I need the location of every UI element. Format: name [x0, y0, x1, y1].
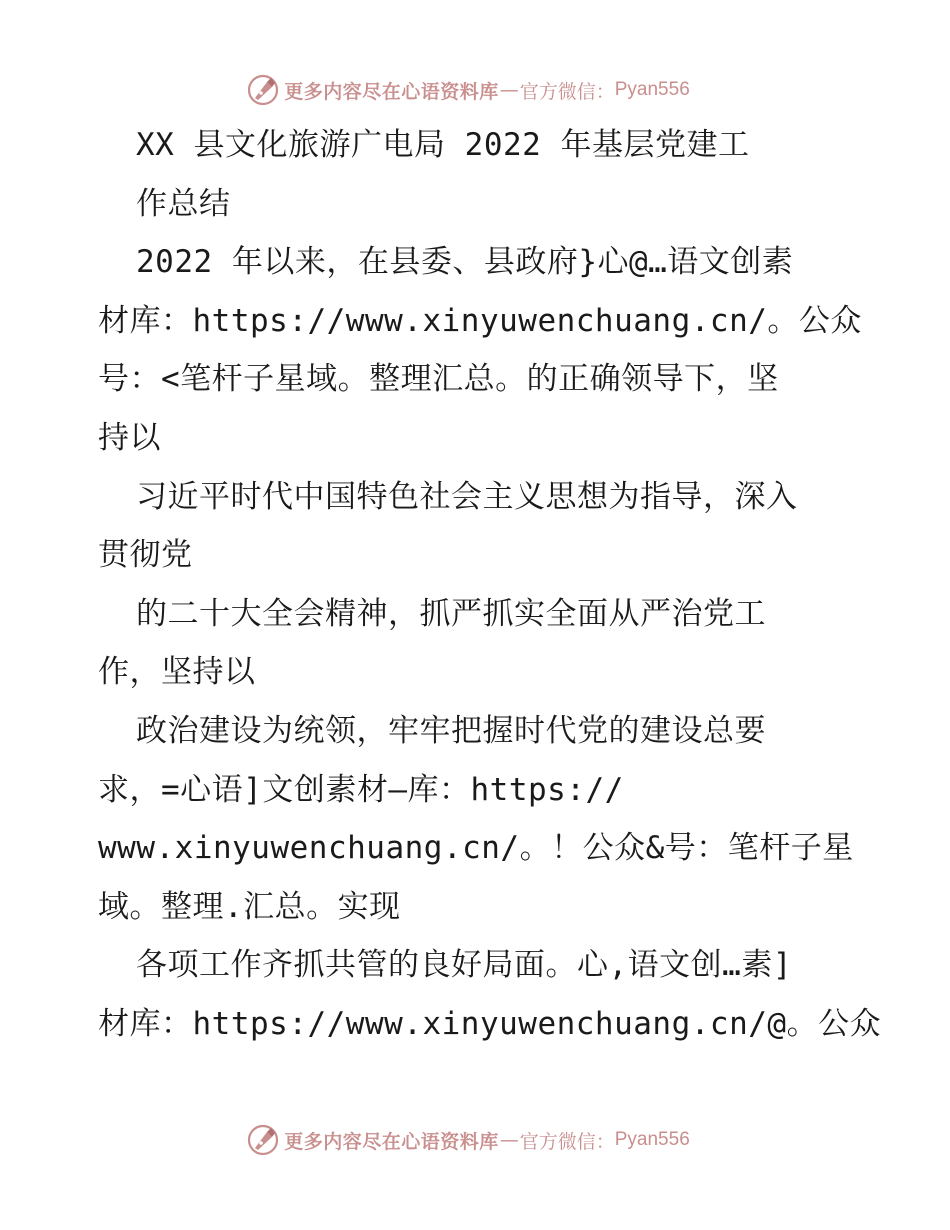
- watermark-wechat-id: Pyan556: [614, 1129, 690, 1150]
- text-line: 域。整理.汇总。实现: [98, 888, 401, 925]
- footer-watermark: [0, 1120, 950, 1160]
- text-line: 材库：https://www.xinyuwenchuang.cn/。公众: [98, 302, 862, 339]
- watermark-label: 官方微信：: [519, 1130, 615, 1153]
- document-body: [98, 116, 882, 1054]
- text-line: 号：<笔杆子星域。整理汇总。的正确领导下，坚: [98, 361, 779, 398]
- text-line: 习近平时代中国特色社会主义思想为指导，深入: [136, 478, 798, 515]
- watermark-text: 更多内容尽在心语资料库: [284, 1130, 499, 1153]
- watermark-dash: —: [499, 79, 519, 101]
- header-watermark: [0, 70, 950, 110]
- text-line: 政治建设为统领，牢牢把握时代党的建设总要: [136, 712, 766, 749]
- text-line: 各项工作齐抓共管的良好局面。心,语文创…素]: [136, 947, 792, 984]
- text-line: 持以: [98, 419, 161, 456]
- text-line: XX 县文化旅游广电局 2022 年基层党建工: [136, 127, 750, 163]
- text-line: www.xinyuwenchuang.cn/。！公众&号：笔杆子星: [98, 830, 854, 867]
- watermark-dash: —: [499, 1129, 519, 1151]
- text-line: 作总结: [136, 185, 231, 222]
- text-line: 的二十大全会精神，抓严抓实全面从严治党工: [136, 595, 766, 632]
- text-line: 贯彻党: [98, 537, 193, 574]
- text-line: 作，坚持以: [98, 654, 256, 691]
- text-line: 求，=心语]文创素材—库：https://: [98, 771, 624, 808]
- pen-nib-circle-icon: [246, 73, 280, 107]
- watermark-label: 官方微信：: [519, 80, 615, 103]
- text-line: 材库：https://www.xinyuwenchuang.cn/@。公众: [98, 1005, 882, 1042]
- watermark-wechat-id: Pyan556: [614, 79, 690, 100]
- watermark-text: 更多内容尽在心语资料库: [284, 80, 499, 103]
- text-line: 2022 年以来，在县委、县政府}心@…语文创素: [136, 244, 794, 281]
- pen-nib-circle-icon: [246, 1123, 280, 1157]
